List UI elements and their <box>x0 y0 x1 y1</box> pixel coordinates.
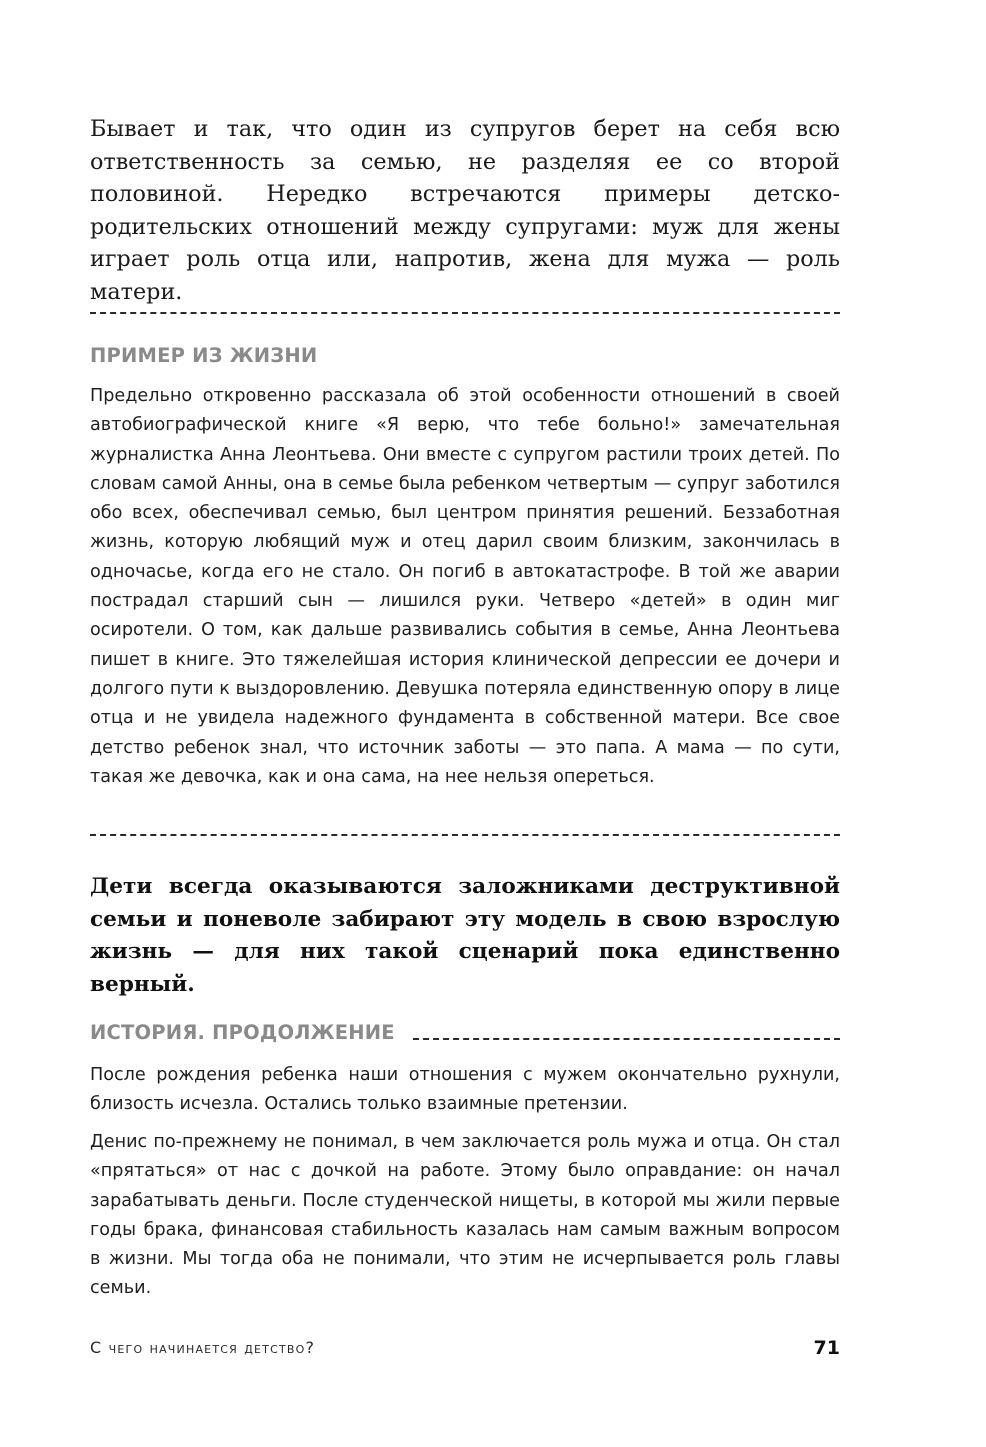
emphasis-paragraph: Дети всегда оказываются заложниками деструктивной семьи и поневоле забирают эту модель в свою взрослую жизнь — для них такой сценарий пока единственно верный. <box>90 874 840 997</box>
example-box-top-divider <box>90 312 840 314</box>
page-footer <box>90 1333 840 1363</box>
story-section-heading <box>90 1019 840 1047</box>
page-number: 71 <box>813 1337 840 1359</box>
example-box-text: Предельно откровенно рассказала об этой особенности отношений в своей автобиографической книге «Я верю, что тебе больно!» замечательная журналистка Анна Леонтьева. Они вместе с супругом растили троих детей. По словам самой Анны, она в семье была ребенком четвертым — супруг заботился обо всех, обеспечивал семью, был центром принятия решений. Беззаботная жизнь, которую любящий муж и отец дарил своим близким, закончилась в одночасье, когда его не стало. Он погиб в автокатастрофе. В той же аварии пострадал старший сын — лишился руки. Четверо «детей» в один миг осиротели. О том, как дальше развивались события в семье, Анна Леонтьева пишет в книге. Это тяжелейшая история клинической депрессии ее дочери и долгого пути к выздоровлению. Девушка потеряла единственную опору в лице отца и не увидела надежного фундамента в собственной матери. Все свое детство ребенок знал, что источник заботы — это папа. А мама — по сути, такая же девочка, как и она сама, на нее нельзя опереться. <box>90 386 840 787</box>
book-page <box>90 0 840 1447</box>
story-paragraph-1: После рождения ребенка наши отношения с мужем окончательно рухнули, близость исчезла. Остались только взаимные претензии. <box>90 1065 840 1115</box>
example-box-bottom-divider <box>90 834 840 836</box>
example-box-title: ПРИМЕР ИЗ ЖИЗНИ <box>90 344 318 367</box>
story-paragraph-2: Денис по-прежнему не понимал, в чем заключается роль мужа и отца. Он стал «прятаться» от нас с дочкой на работе. Этому было оправдание: он начал зарабатывать деньги. После студенческой нищеты, в которой мы жили первые годы брака, финансовая стабильность казалась нам самым важным вопросом в жизни. Мы тогда оба не понимали, что этим не исчерпывается роль главы семьи. <box>90 1132 840 1299</box>
story-section-title: ИСТОРИЯ. ПРОДОЛЖЕНИЕ <box>90 1021 395 1044</box>
running-footer-title: С чего начинается детство? <box>90 1338 316 1357</box>
intro-paragraph: Бывает и так, что один из супругов берет на себя всю ответственность за семью, не разделяя ее со второй половиной. Нередко встречаются примеры детско-родительских отношений между супругами: муж для жены играет роль отца или, напротив, жена для мужа — роль матери. <box>90 116 840 305</box>
story-section-divider <box>413 1038 840 1040</box>
